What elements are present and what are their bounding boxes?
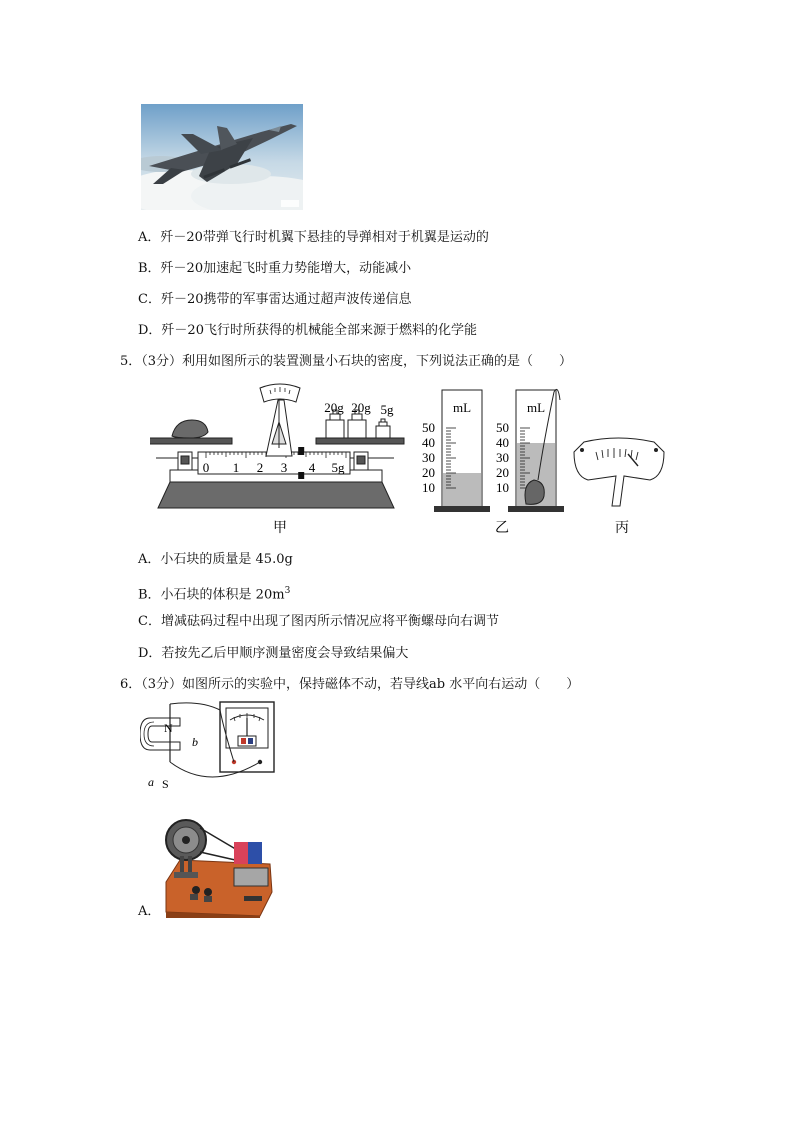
q4-option-a: A．歼－20带弹飞行时机翼下悬挂的导弹相对于机翼是运动的	[138, 230, 489, 245]
q6-figure	[140, 700, 280, 792]
label-a: a	[148, 775, 154, 789]
weight-label-1: 20g	[324, 400, 344, 415]
cyl1-tick-20: 20	[422, 465, 435, 480]
cyl1-tick-50: 50	[422, 420, 435, 435]
q5-option-c: C．增减砝码过程中出现了图丙所示情况应将平衡螺母向右调节	[138, 614, 499, 629]
weight-label-2: 20g	[351, 400, 371, 415]
cyl2-tick-20: 20	[496, 465, 509, 480]
jet-fighter-photo	[141, 104, 303, 210]
stone-in-cylinder	[525, 480, 544, 504]
label-n: N	[164, 721, 173, 735]
beam-rider-lower	[298, 472, 304, 479]
beam-tick-2: 2	[256, 460, 264, 475]
cyl1-tick-10: 10	[422, 480, 435, 495]
label-b: b	[192, 735, 198, 749]
q4-option-b: B．歼－20加速起飞时重力势能增大，动能减小	[138, 261, 412, 276]
beam-rider	[298, 447, 304, 455]
q5-option-b	[138, 582, 290, 604]
q5-option-a: A．小石块的质量是 45.0g	[138, 552, 293, 567]
balance-scale	[150, 384, 404, 508]
q4-option-c: C．歼－20携带的军事雷达通过超声波传递信息	[138, 292, 412, 307]
cyl2-tick-30: 30	[496, 450, 509, 465]
cyl1-unit: mL	[452, 400, 472, 415]
q5-option-b-text: B．小石块的体积是 20m	[138, 587, 285, 603]
caption-jia: 甲	[273, 521, 287, 536]
cyl2-unit: mL	[526, 400, 546, 415]
q6-option-a: A．	[138, 904, 161, 919]
beam-tick-4: 4	[308, 460, 316, 475]
beam-tick-0: 0	[202, 460, 210, 475]
caption-bing: 丙	[615, 521, 629, 536]
beam-tick-5: 5g	[331, 460, 345, 475]
stone-on-pan	[172, 420, 208, 438]
q5-figure	[150, 380, 670, 540]
q5-option-d: D．若按先乙后甲顺序测量密度会导致结果偏大	[138, 646, 409, 661]
caption-yi: 乙	[495, 521, 509, 536]
balance-dial	[260, 384, 300, 402]
cyl1-tick-30: 30	[422, 450, 435, 465]
q5-stem: 5．（3分）利用如图所示的装置测量小石块的密度，下列说法正确的是（ ）	[120, 354, 573, 369]
q4-option-d: D．歼－20飞行时所获得的机械能全部来源于燃料的化学能	[138, 323, 477, 338]
cylinder-water-stone	[496, 389, 564, 512]
cyl2-tick-40: 40	[496, 435, 509, 450]
cyl1-tick-40: 40	[422, 435, 435, 450]
cylinder-water	[422, 390, 490, 512]
q5-option-b-sup: 3	[284, 586, 291, 596]
horseshoe-magnet	[140, 718, 180, 750]
cyl2-tick-10: 10	[496, 480, 509, 495]
weight-label-3: 5g	[380, 402, 394, 417]
beam-tick-1: 1	[232, 460, 240, 475]
label-s: S	[162, 777, 169, 791]
q6-stem: 6．（3分）如图所示的实验中，保持磁体不动，若导线ab 水平向右运动（ ）	[120, 677, 580, 692]
generator-model-photo	[160, 812, 276, 918]
pointer-dial	[574, 438, 664, 506]
cyl2-tick-50: 50	[496, 420, 509, 435]
beam-tick-3: 3	[280, 460, 288, 475]
